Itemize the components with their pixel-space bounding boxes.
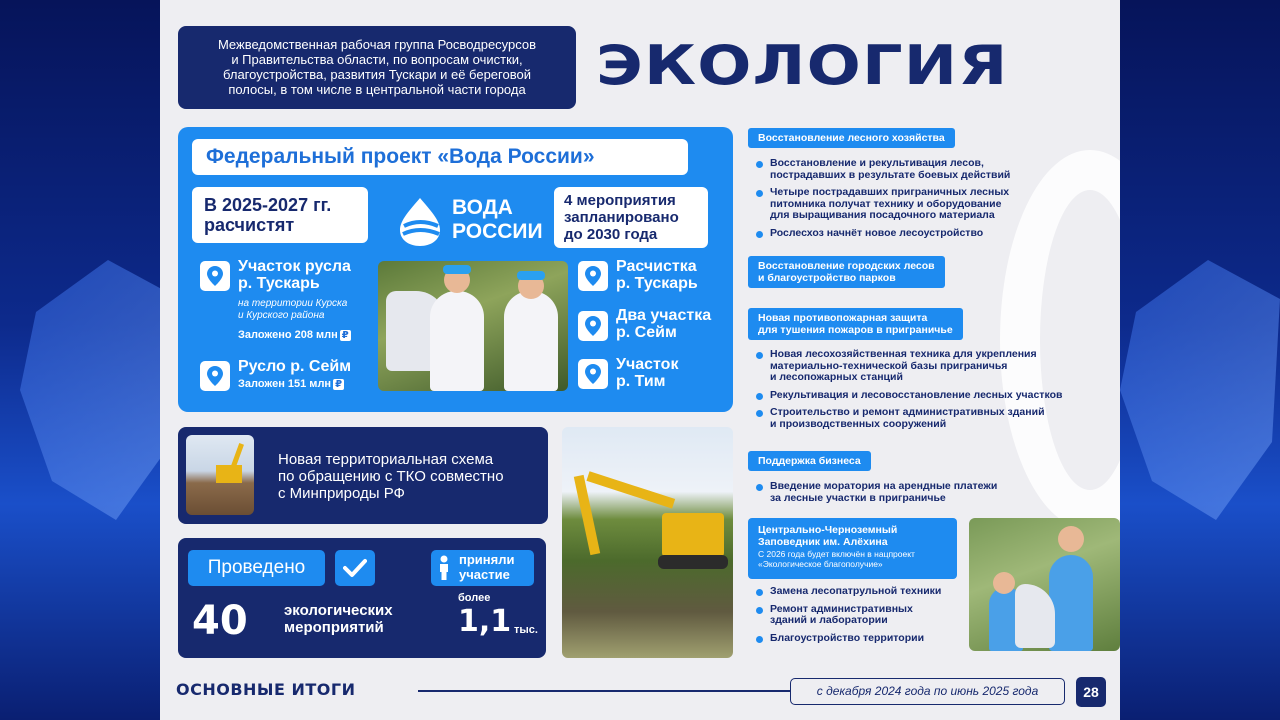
location-pin-icon (200, 361, 230, 391)
list-item (756, 586, 941, 598)
reserve-note (758, 549, 947, 569)
group-text-line: благоустройства, развития Тускари и её береговой (223, 67, 531, 82)
list-item (756, 390, 1062, 402)
list-item-line: и производственных сооружений (770, 417, 947, 430)
reserve-volunteers-photo (969, 518, 1120, 651)
list-item-line: материально-технической базы приграничья (770, 359, 1008, 372)
slide-page (160, 0, 1120, 720)
footer-label: ОСНОВНЫЕ ИТОГИ (176, 680, 356, 699)
location-pin-icon (578, 311, 608, 341)
list-item-line: Введение моратория на арендные платежи (770, 480, 998, 492)
reserve-note-line: С 2026 года будет включён в нацпроект (758, 549, 915, 559)
group-text-line: и Правительства области, по вопросам очистки, (231, 52, 523, 67)
location-pin-icon (578, 359, 608, 389)
group-text-line: полосы, в том числе в центральной части города (228, 82, 526, 97)
background-map-decor (1120, 260, 1280, 520)
checkmark-icon (335, 550, 375, 586)
city-forest-tag (748, 256, 945, 288)
photo-excavator-tracks (658, 555, 728, 569)
reserve-box (748, 518, 957, 579)
planned-seim (616, 307, 711, 341)
planned-events-box (554, 187, 708, 248)
photo-person-shape (430, 291, 484, 391)
list-item-line: Замена лесопатрульной техники (770, 585, 942, 597)
tko-scheme-text (278, 451, 504, 502)
federal-project-title: Федеральный проект «Вода России» (192, 139, 688, 175)
logo-line: ВОДА (452, 196, 513, 219)
location-sub-line: на территории Курска (238, 298, 348, 309)
list-item (756, 407, 1062, 430)
page-number: 28 (1076, 677, 1106, 707)
tag-line: и благоустройство парков (758, 272, 896, 284)
list-item-line: Рекультивация и лесовосстановление лесных участков (770, 388, 1063, 401)
planned-line: Расчистка (616, 258, 697, 275)
photo-excavator-cab (662, 513, 724, 557)
reserve-note-line: «Экологическое благополучие» (758, 559, 883, 569)
list-item (756, 481, 997, 504)
budget-text: Заложено 208 млн (238, 329, 338, 341)
tag-line: Новая противопожарная защита (758, 312, 928, 324)
list-item-line: Благоустройство территории (770, 631, 925, 644)
excavator-small-photo (186, 435, 254, 515)
list-item-line: Восстановление и рекультивация лесов, (770, 157, 984, 169)
planned-line: р. Тим (616, 373, 666, 390)
list-item-line: зданий и лаборатории (770, 614, 888, 626)
working-group-box (178, 26, 576, 109)
ruble-icon: ₽ (341, 330, 349, 341)
eco-events-panel (178, 538, 546, 658)
photo-person-shape (1049, 555, 1093, 651)
list-item (756, 349, 1062, 384)
list-item-line: Строительство и ремонт административных зданий (770, 406, 1045, 418)
list-item-line: и лесопожарных станций (770, 371, 903, 383)
forest-restoration-tag: Восстановление лесного хозяйства (748, 128, 955, 148)
photo-excavator-arm (574, 475, 600, 555)
events-line: до 2030 года (564, 226, 658, 243)
more-label: более (458, 592, 491, 604)
budget-tuskar (238, 329, 351, 341)
list-item (756, 158, 1010, 181)
reserve-title-line: Центрально-Черноземный (758, 524, 898, 536)
list-item-line: Новая лесохозяйственная техника для укрепления (770, 348, 1037, 360)
list-item (756, 187, 1010, 222)
list-item-line: Рослесхоз начнёт новое лесоустройство (770, 226, 984, 239)
participants-line: приняли (459, 552, 515, 567)
list-item (756, 633, 941, 645)
background-left (0, 0, 160, 720)
budget-text: Заложен 151 млн (238, 378, 332, 390)
water-drop-icon (398, 196, 442, 246)
federal-project-panel (178, 127, 733, 412)
participants-count: 1,1 (458, 604, 512, 639)
years-line: В 2025-2027 гг. (204, 195, 332, 215)
logo-text (452, 196, 543, 244)
location-tuskar-section (238, 258, 351, 292)
events-line: 4 мероприятия (564, 192, 676, 209)
fire-protection-tag (748, 308, 963, 340)
person-icon (436, 555, 452, 581)
list-item-line: Ремонт административных (770, 602, 913, 615)
events-count: 40 (192, 598, 248, 644)
eco-events-label (284, 602, 393, 636)
thousand-label: тыс. (514, 624, 538, 636)
footer-divider (418, 690, 790, 692)
volunteers-photo (378, 261, 568, 391)
location-line: р. Тускарь (238, 275, 320, 292)
photo-excavator-boom (586, 471, 675, 508)
years-line: расчистят (204, 215, 295, 235)
photo-bandana-shape (517, 271, 545, 280)
location-seim-title: Русло р. Сейм (238, 358, 352, 375)
participants-line: участие (459, 567, 510, 582)
planned-line: Участок (616, 356, 679, 373)
group-text-line: Межведомственная рабочая группа Росводресурсов (217, 37, 537, 52)
photo-bandana-shape (443, 265, 471, 274)
participants-label-box (431, 550, 534, 586)
location-subtitle (238, 298, 347, 322)
background-map-decor (20, 260, 180, 520)
reserve-list (756, 586, 941, 650)
fire-protection-list (756, 349, 1062, 436)
business-support-list (756, 481, 997, 510)
list-item-line: Четыре пострадавших приграничных лесных (770, 186, 1010, 198)
tko-line: Новая территориальная схема (278, 451, 494, 468)
right-column (746, 0, 1120, 720)
tko-line: по обращению с ТКО совместно (278, 468, 504, 485)
list-item-line: пострадавших в результате боевых действий (770, 168, 1011, 181)
photo-head-shape (993, 572, 1015, 594)
logo-line: РОССИИ (452, 220, 543, 243)
events-line: запланировано (564, 209, 679, 226)
planned-line: р. Тускарь (616, 275, 698, 292)
tko-line: с Минприроды РФ (278, 485, 405, 502)
planned-line: р. Сейм (616, 324, 677, 341)
participants-label (459, 552, 514, 582)
location-line: Участок русла (238, 258, 351, 275)
location-sub-line: и Курского района (238, 310, 325, 321)
photo-person-shape (504, 291, 558, 391)
planned-tuskar (616, 258, 698, 292)
excavator-photo (562, 427, 733, 658)
tag-line: Восстановление городских лесов (758, 260, 935, 272)
background-right (1120, 0, 1280, 720)
location-pin-icon (578, 261, 608, 291)
eco-line: экологических (284, 602, 393, 619)
list-item-line: питомника получат технику и оборудование (770, 197, 1002, 210)
years-box (192, 187, 368, 243)
planned-tim (616, 356, 678, 390)
reserve-title-line: Заповедник им. Алёхина (758, 536, 888, 548)
forest-restoration-list (756, 158, 1010, 245)
page-title: ЭКОЛОГИЯ (596, 34, 1009, 97)
eco-line: мероприятий (284, 619, 384, 636)
held-label: Проведено (188, 550, 325, 586)
ruble-icon: ₽ (335, 379, 343, 390)
planned-line: Два участка (616, 307, 712, 324)
location-pin-icon (200, 261, 230, 291)
business-support-tag: Поддержка бизнеса (748, 451, 871, 471)
list-item (756, 228, 1010, 240)
tko-scheme-panel (178, 427, 548, 524)
list-item-line: для выращивания посадочного материала (770, 209, 995, 221)
photo-head-shape (1058, 526, 1084, 552)
tag-line: для тушения пожаров в приграничье (758, 324, 953, 336)
budget-seim (238, 378, 344, 390)
list-item-line: за лесные участки в приграничье (770, 491, 946, 504)
list-item (756, 604, 941, 627)
period-badge: с декабря 2024 года по июнь 2025 года (790, 678, 1065, 705)
